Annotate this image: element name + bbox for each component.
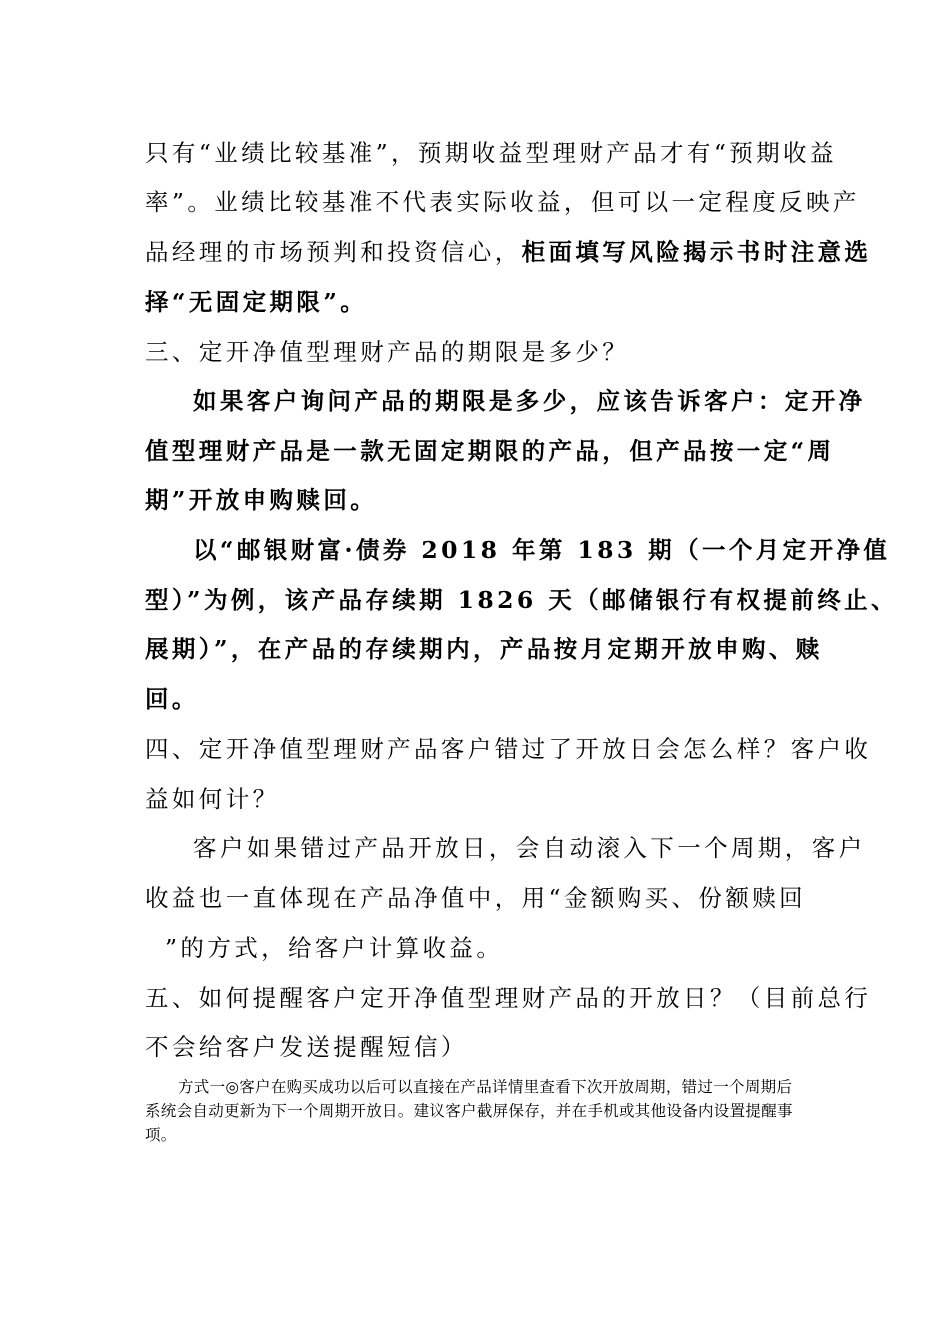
- paragraph-line: 率”。业绩比较基准不代表实际收益，但可以一定程度反映产: [145, 188, 860, 216]
- emphasis-line: 以“邮银财富·债券 2018 年第 183 期（一个月定开净值: [193, 536, 891, 564]
- paragraph-text: 品经理的市场预判和投资信心，: [145, 238, 522, 266]
- section-heading-3: 三、定开净值型理财产品的期限是多少？: [145, 338, 630, 366]
- small-print-paragraph: 方式一◎客户在购买成功以后可以直接在产品详情里查看下次开放周期，错过一个周期后系统会自动更新为下一个周期开放日。建议客户截屏保存，并在手机或其他设备内设置提醒事项。: [145, 1078, 793, 1144]
- paragraph-line: [145, 237, 871, 267]
- emphasis-line: 期”开放申购赎回。: [145, 486, 378, 514]
- section-heading-5-cont: 不会给客户发送提醒短信）: [145, 1033, 468, 1061]
- section-heading-4-cont: 益如何计？: [145, 785, 280, 813]
- emphasis-line: 如果客户询问产品的期限是多少，应该告诉客户：定开净: [193, 387, 866, 415]
- emphasis-text: 柜面填写风险揭示书时注意选: [521, 238, 872, 266]
- emphasis-line: 回。: [145, 685, 199, 713]
- paragraph-line: 客户如果错过产品开放日，会自动滚入下一个周期，客户: [193, 834, 866, 862]
- paragraph-line: 只有“业绩比较基准”，预期收益型理财产品才有“预期收益: [145, 139, 837, 167]
- paragraph-line: ”的方式，给客户计算收益。: [165, 934, 504, 962]
- emphasis-line: 择“无固定期限”。: [145, 288, 368, 316]
- emphasis-line: 型）”为例，该产品存续期 1826 天（邮储银行有权提前终止、: [145, 586, 898, 614]
- paragraph-line: 收益也一直体现在产品净值中，用“金额购买、份额赎回: [145, 884, 807, 912]
- section-heading-5: 五、如何提醒客户定开净值型理财产品的开放日？（目前总行: [145, 984, 872, 1012]
- section-heading-4: 四、定开净值型理财产品客户错过了开放日会怎么样？客户收: [145, 735, 872, 763]
- emphasis-line: 展期）”，在产品的存续期内，产品按月定期开放申购、赎: [145, 635, 823, 663]
- emphasis-line: 值型理财产品是一款无固定期限的产品，但产品按一定“周: [145, 437, 835, 465]
